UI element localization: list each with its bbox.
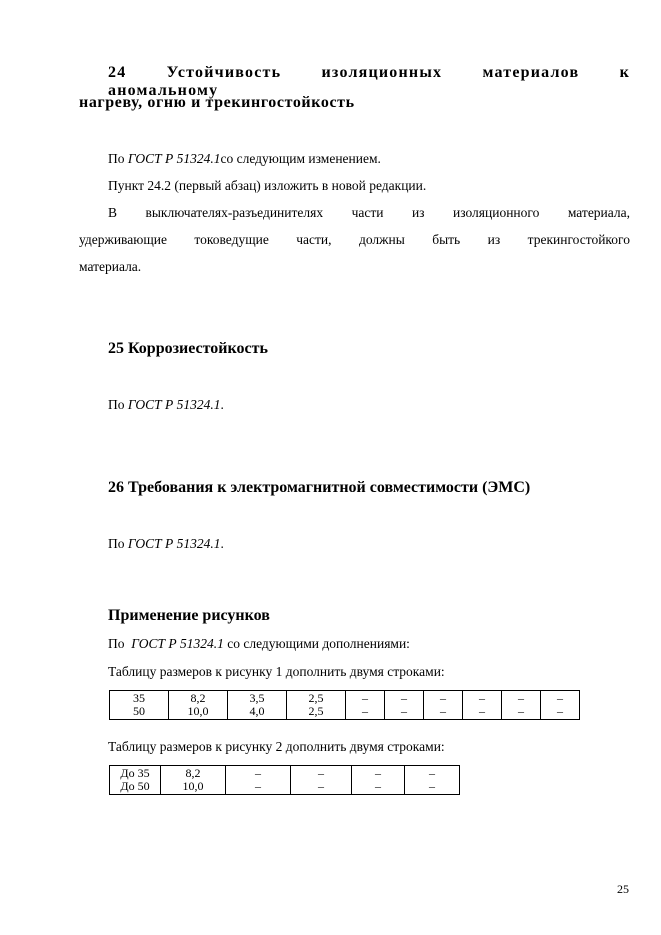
paragraph-suffix: . <box>220 397 224 412</box>
cell-value: 10,0 <box>187 704 209 718</box>
cell-value: – <box>375 766 381 780</box>
table-cell <box>405 766 460 795</box>
standard-reference: ГОСТ Р 51324.1 <box>127 151 221 166</box>
cell-value: – <box>255 779 261 793</box>
section-24-paragraph-1 <box>108 151 381 167</box>
table-cell <box>424 691 463 720</box>
section-24-paragraph-3-line2: удерживающие токоведущие части, должны быть из трекингостойкого <box>79 232 630 247</box>
cell-value: – <box>318 766 324 780</box>
cell-value: 35 <box>133 691 145 705</box>
cell-value: До 35 <box>120 766 150 780</box>
paragraph-prefix: По <box>108 536 128 551</box>
cell-value: – <box>255 766 261 780</box>
paragraph-prefix: По <box>108 636 132 651</box>
cell-value: 8,2 <box>185 766 201 780</box>
cell-value: До 50 <box>120 779 150 793</box>
cell-value: 2,5 <box>308 704 324 718</box>
figures-paragraph-3: Таблицу размеров к рисунку 2 дополнить двумя строками: <box>108 739 445 754</box>
cell-value: – <box>479 704 485 718</box>
section-24-paragraph-3-line1: В выключателях-разъединителях части из изоляционного материала, <box>108 205 630 220</box>
cell-value: – <box>375 779 381 793</box>
figure-2-dimensions-table <box>109 765 460 795</box>
section-24-heading-line2: нагреву, огню и трекингостойкость <box>79 94 355 111</box>
cell-value: – <box>440 704 446 718</box>
standard-reference: ГОСТ Р 51324.1 <box>127 397 221 412</box>
cell-value: – <box>429 779 435 793</box>
section-24-paragraph-2: Пункт 24.2 (первый абзац) изложить в новой редакции. <box>108 178 427 193</box>
table-cell <box>287 691 346 720</box>
figures-paragraph-1 <box>108 636 410 652</box>
cell-value: – <box>401 691 407 705</box>
cell-value: – <box>479 691 485 705</box>
table-cell <box>502 691 541 720</box>
cell-value: 10,0 <box>182 779 204 793</box>
table-cell <box>463 691 502 720</box>
paragraph-prefix: По <box>108 397 128 412</box>
standard-reference: ГОСТ Р 51324.1 <box>131 636 224 651</box>
table-cell <box>352 766 405 795</box>
cell-value: – <box>557 691 563 705</box>
table-row <box>110 766 460 795</box>
cell-value: – <box>440 691 446 705</box>
cell-value: – <box>557 704 563 718</box>
cell-value: – <box>401 704 407 718</box>
table-cell <box>228 691 287 720</box>
figure-1-dimensions-table <box>109 690 580 720</box>
section-25-heading: 25 Коррозиестойкость <box>108 340 268 357</box>
section-25-paragraph <box>108 397 224 413</box>
paragraph-suffix: со следующим изменением. <box>220 151 381 166</box>
cell-value: 8,2 <box>190 691 206 705</box>
page-number: 25 <box>617 882 629 896</box>
cell-value: – <box>362 704 368 718</box>
cell-value: – <box>518 691 524 705</box>
paragraph-suffix: со следующими дополнениями: <box>223 636 410 651</box>
figures-paragraph-2: Таблицу размеров к рисунку 1 дополнить двумя строками: <box>108 664 445 679</box>
table-cell <box>346 691 385 720</box>
cell-value: 2,5 <box>308 691 324 705</box>
cell-value: – <box>362 691 368 705</box>
paragraph-prefix: По <box>108 151 128 166</box>
table-cell <box>226 766 291 795</box>
section-26-heading: 26 Требования к электромагнитной совместимости (ЭМС) <box>108 479 531 496</box>
table-cell <box>161 766 226 795</box>
table-cell <box>169 691 228 720</box>
standard-reference: ГОСТ Р 51324.1 <box>127 536 221 551</box>
table-cell <box>541 691 580 720</box>
section-24-paragraph-3-line3: материала. <box>79 259 142 274</box>
cell-value: – <box>429 766 435 780</box>
cell-value: – <box>518 704 524 718</box>
cell-value: – <box>318 779 324 793</box>
paragraph-suffix: . <box>220 536 224 551</box>
section-24-heading-line1: 24 Устойчивость изоляционных материалов к аномальному <box>108 64 630 99</box>
table-row <box>110 691 580 720</box>
table-cell <box>110 766 161 795</box>
cell-value: 4,0 <box>249 704 265 718</box>
cell-value: 50 <box>133 704 145 718</box>
section-26-paragraph <box>108 536 224 552</box>
table-cell <box>385 691 424 720</box>
figures-heading: Применение рисунков <box>108 607 270 624</box>
cell-value: 3,5 <box>249 691 265 705</box>
table-cell <box>110 691 169 720</box>
table-cell <box>291 766 352 795</box>
